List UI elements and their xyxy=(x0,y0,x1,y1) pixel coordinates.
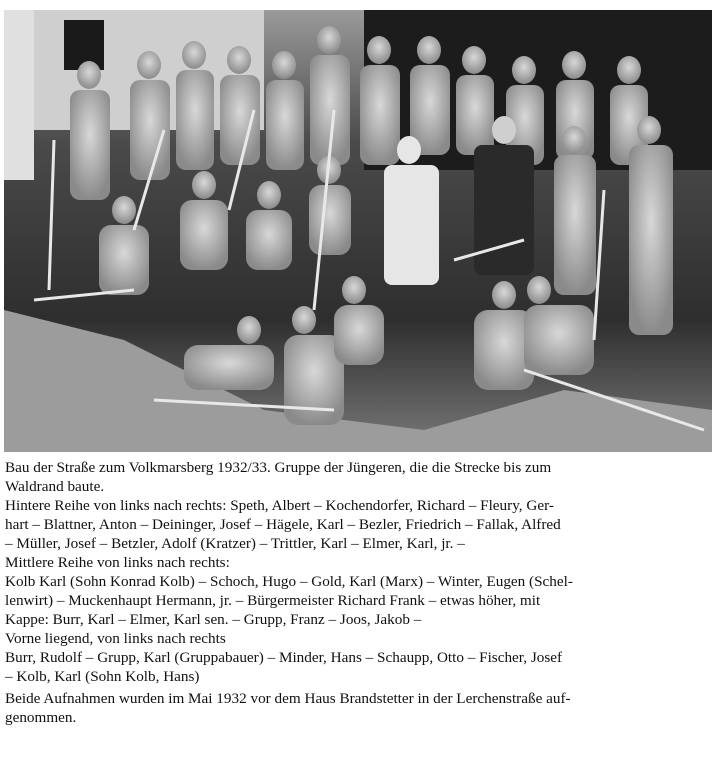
caption-line: – Kolb, Karl (Sohn Kolb, Hans) xyxy=(5,668,200,685)
caption-line: Bau der Straße zum Volkmarsberg 1932/33. Gruppe der Jüngeren, die die Strecke bis zum xyxy=(5,459,552,476)
photo-caption xyxy=(5,458,713,727)
caption-line: Kolb Karl (Sohn Konrad Kolb) – Schoch, Hugo – Gold, Karl (Marx) – Winter, Eugen (Schel- xyxy=(5,573,573,590)
caption-line: genommen. xyxy=(5,709,77,726)
caption-line: – Müller, Josef – Betzler, Adolf (Kratzer) – Trittler, Karl – Elmer, Karl, jr. – xyxy=(5,535,465,552)
caption-line: Burr, Rudolf – Grupp, Karl (Gruppabauer) – Minder, Hans – Schaupp, Otto – Fischer, Josef xyxy=(5,649,563,666)
caption-line: lenwirt) – Muckenhaupt Hermann, jr. – Bürgermeister Richard Frank – etwas höher, mit xyxy=(5,592,541,609)
caption-line: Mittlere Reihe von links nach rechts: xyxy=(5,554,230,571)
caption-line: Waldrand baute. xyxy=(5,478,105,495)
group-photo xyxy=(4,10,712,452)
caption-line: Kappe: Burr, Karl – Elmer, Karl sen. – Grupp, Franz – Joos, Jakob – xyxy=(5,611,422,628)
caption-line: Vorne liegend, von links nach rechts xyxy=(5,630,226,647)
caption-line: hart – Blattner, Anton – Deininger, Josef – Hägele, Karl – Bezler, Friedrich – Fallak, Alfred xyxy=(5,516,561,533)
caption-line: Beide Aufnahmen wurden im Mai 1932 vor dem Haus Brandstetter in der Lerchenstraße auf- xyxy=(5,690,571,707)
caption-line: Hintere Reihe von links nach rechts: Speth, Albert – Kochendorfer, Richard – Fleury, Ger- xyxy=(5,497,554,514)
